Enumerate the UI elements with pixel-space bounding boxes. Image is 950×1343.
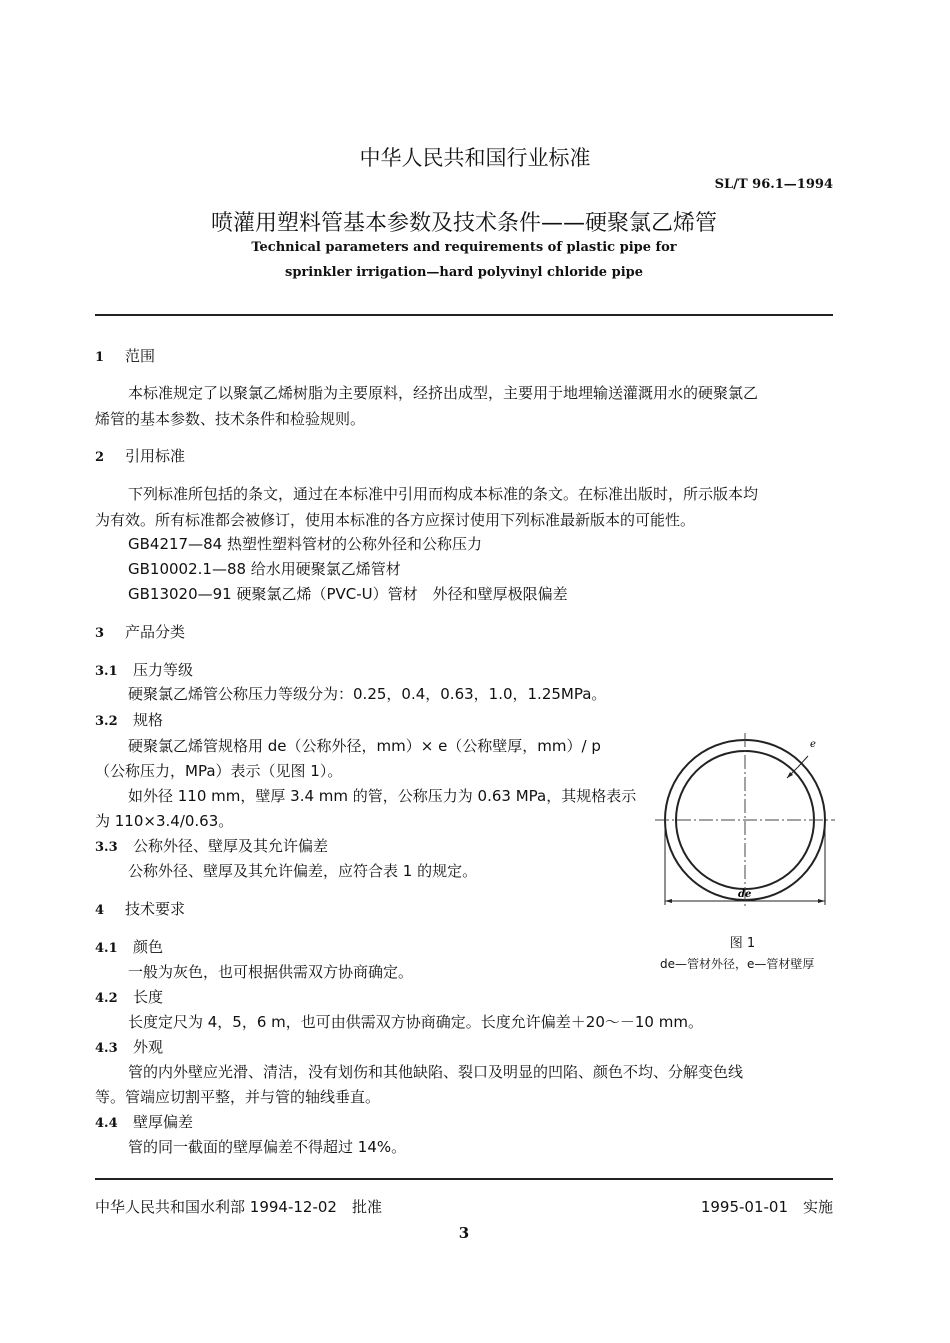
section-4-2-heading xyxy=(95,986,163,1007)
section-number: 1 xyxy=(95,350,105,365)
document-title-english-line2: sprinkler irrigation—hard polyvinyl chloride pipe xyxy=(285,265,643,280)
section-2-heading xyxy=(95,445,185,466)
section-4-4-heading xyxy=(95,1111,193,1132)
section-2-paragraph-line1: 下列标准所包括的条文，通过在本标准中引用而构成本标准的条文。在标准出版时，所示版本均 xyxy=(128,485,759,503)
section-3-2-line3: 如外径 110 mm，壁厚 3.4 mm 的管，公称压力为 0.63 MPa，其规格表示 xyxy=(128,787,637,805)
section-3-3-heading xyxy=(95,835,328,856)
section-2-paragraph-line2: 为有效。所有标准都会被修订，使用本标准的各方应探讨使用下列标准最新版本的可能性。 xyxy=(95,511,696,529)
document-title-english-line1: Technical parameters and requirements of plastic pipe for xyxy=(251,240,677,255)
section-title: 范围 xyxy=(125,347,156,365)
subsection-number: 3.1 xyxy=(95,664,118,679)
section-4-1-heading xyxy=(95,936,163,957)
page-number: 3 xyxy=(458,1224,470,1242)
dimension-arrow-left xyxy=(665,899,672,903)
pipe-cross-section-figure xyxy=(650,725,840,915)
figure-caption: 图 1 xyxy=(729,936,756,951)
section-3-1-heading xyxy=(95,659,193,680)
section-4-3-line2: 等。管端应切割平整，并与管的轴线垂直。 xyxy=(95,1088,381,1106)
reference-standard-1: GB4217—84 热塑性塑料管材的公称外径和公称压力 xyxy=(128,535,482,553)
subsection-number: 4.3 xyxy=(95,1041,118,1056)
implementation-info: 1995-01-01 实施 xyxy=(700,1198,833,1216)
subsection-number: 4.2 xyxy=(95,991,118,1006)
section-number: 3 xyxy=(95,626,105,641)
section-4-3-line1: 管的内外壁应光滑、清洁，没有划伤和其他缺陷、裂口及明显的凹陷、颜色不均、分解变色线 xyxy=(128,1063,744,1081)
section-3-3-text: 公称外径、壁厚及其允许偏差，应符合表 1 的规定。 xyxy=(128,862,478,880)
section-4-heading xyxy=(95,898,185,919)
section-3-2-line4: 为 110×3.4/0.63。 xyxy=(95,812,234,830)
footer-divider xyxy=(95,1178,833,1180)
section-4-1-text: 一般为灰色，也可根据供需双方协商确定。 xyxy=(128,963,414,981)
section-number: 4 xyxy=(95,903,105,918)
reference-standard-3: GB13020—91 硬聚氯乙烯（PVC-U）管材 外径和壁厚极限偏差 xyxy=(128,585,568,603)
section-1-paragraph-line1: 本标准规定了以聚氯乙烯树脂为主要原料，经挤出成型，主要用于地埋输送灌溉用水的硬聚氯乙 xyxy=(128,384,759,402)
dimension-arrow-right xyxy=(818,899,825,903)
subsection-title: 规格 xyxy=(133,711,164,729)
header-divider xyxy=(95,314,833,316)
subsection-title: 颜色 xyxy=(133,938,164,956)
subsection-title: 外观 xyxy=(133,1038,164,1056)
section-3-1-text: 硬聚氯乙烯管公称压力等级分为：0.25，0.4，0.63，1.0，1.25MPa。 xyxy=(128,685,607,703)
subsection-number: 4.1 xyxy=(95,941,118,956)
section-1-paragraph-line2: 烯管的基本参数、技术条件和检验规则。 xyxy=(95,410,366,428)
section-number: 2 xyxy=(95,450,105,465)
section-title: 技术要求 xyxy=(125,900,186,918)
subsection-title: 公称外径、壁厚及其允许偏差 xyxy=(133,837,329,855)
approval-info: 中华人民共和国水利部 1994-12-02 批准 xyxy=(95,1198,382,1216)
standard-number: SL/T 96.1—1994 xyxy=(714,177,833,192)
reference-standard-2: GB10002.1—88 给水用硬聚氯乙烯管材 xyxy=(128,560,401,578)
document-title-chinese: 喷灌用塑料管基本参数及技术条件——硬聚氯乙烯管 xyxy=(210,211,717,236)
subsection-number: 3.2 xyxy=(95,714,118,729)
subsection-number: 4.4 xyxy=(95,1116,118,1131)
section-3-2-line1: 硬聚氯乙烯管规格用 de（公称外径，mm）× e（公称壁厚，mm）/ p xyxy=(128,737,601,755)
label-e: e xyxy=(810,739,816,750)
subsection-number: 3.3 xyxy=(95,840,118,855)
section-4-4-text: 管的同一截面的壁厚偏差不得超过 14%。 xyxy=(128,1138,407,1156)
subsection-title: 长度 xyxy=(133,988,164,1006)
section-3-heading xyxy=(95,621,185,642)
section-4-3-heading xyxy=(95,1036,163,1057)
subsection-title: 压力等级 xyxy=(133,661,194,679)
section-title: 产品分类 xyxy=(125,623,186,641)
section-3-2-heading xyxy=(95,709,163,730)
section-4-2-text: 长度定尺为 4，5，6 m，也可由供需双方协商确定。长度允许偏差＋20～－10 mm。 xyxy=(128,1013,703,1031)
section-1-heading xyxy=(95,345,155,366)
standard-category-title: 中华人民共和国行业标准 xyxy=(359,146,591,170)
figure-legend: de—管材外径，e—管材壁厚 xyxy=(660,957,815,971)
section-3-2-line2: （公称压力，MPa）表示（见图 1）。 xyxy=(95,762,343,780)
label-de: de xyxy=(738,889,752,900)
section-title: 引用标准 xyxy=(125,447,186,465)
subsection-title: 壁厚偏差 xyxy=(133,1113,194,1131)
